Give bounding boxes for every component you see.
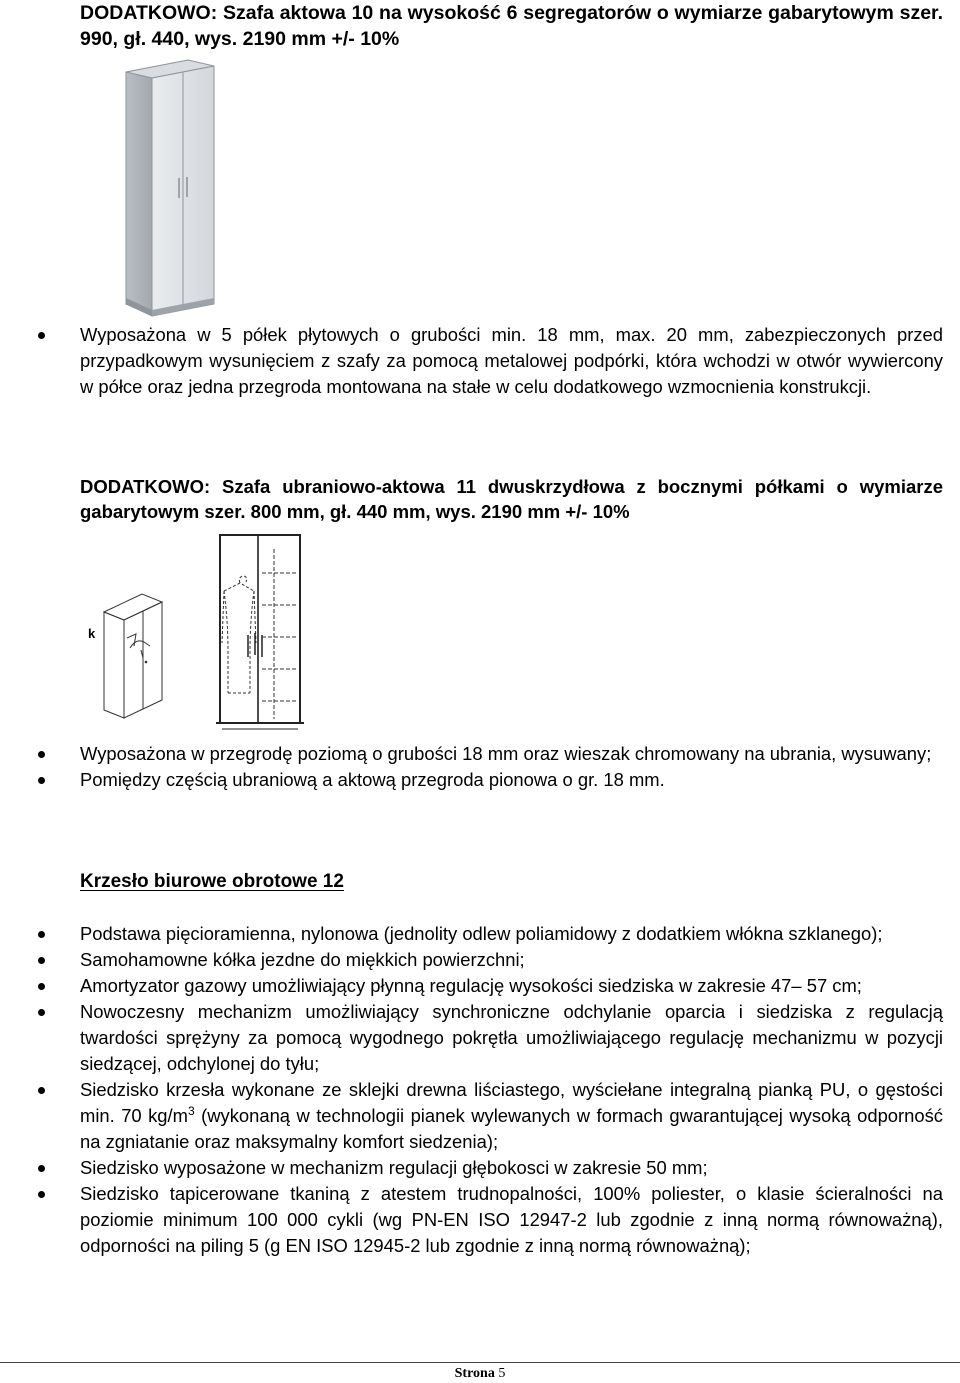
- item12-bullet-list: [0, 921, 960, 1259]
- bullet-icon: [38, 751, 45, 758]
- list-item: Siedzisko krzesła wykonane ze sklejki drewna liściastego, wyściełane integralną pianką PU, o gęstości min. 70 $kg/m^3$ (wykonaną w technologii pianek wylewanych w formach gwarantującej wysoką odporność na zgniatanie oraz maksymalny komfort siedzenia);: [0, 1077, 943, 1155]
- list-item: Samohamowne kółka jezdne do miękkich powierzchni;: [0, 947, 943, 973]
- list-item: Wyposażona w 5 półek płytowych o grubości min. 18 mm, max. 20 mm, zabezpieczonych przed przypadkowym wysunięciem z szafy za pomocą metalowej podpórki, która wchodzi w otwór wywiercony w półce oraz jedna przegroda montowana na stałe w celu dodatkowego wzmocnienia konstrukcji.: [0, 322, 943, 400]
- list-item: Pomiędzy częścią ubraniową a aktową przegroda pionowa o gr. 18 mm.: [0, 767, 943, 793]
- footer-label: Strona: [454, 1366, 495, 1381]
- bullet-icon: [38, 332, 45, 339]
- footer-divider: [0, 1362, 960, 1363]
- page-number: 5: [498, 1366, 506, 1381]
- item11-heading: DODATKOWO: Szafa ubraniowo-aktowa 11 dwuskrzydłowa z bocznymi półkami o wymiarze gabarytowym szer. 800 mm, gł. 440 mm, wys. 2190 mm +/- 10%: [80, 476, 943, 522]
- list-item: Nowoczesny mechanizm umożliwiający synchroniczne odchylanie oparcia i siedziska z regulacją twardości sprężyny za pomocą wygodnego pokrętła umożliwiającego regulację mechanizmu w pozycji siedzącej, odchylonej do tyłu;: [0, 999, 943, 1077]
- figure-label-k: k: [88, 626, 96, 641]
- bullet-icon: [38, 777, 45, 784]
- bullet-icon: [38, 1009, 45, 1016]
- page-footer: [0, 1366, 960, 1382]
- list-item: Amortyzator gazowy umożliwiający płynną regulację wysokości siedziska w zakresie 47– 57 cm;: [0, 973, 943, 999]
- item10-bullet-list: [0, 322, 960, 400]
- bullet-icon: [38, 983, 45, 990]
- list-item: Wyposażona w przegrodę poziomą o grubości 18 mm oraz wieszak chromowany na ubrania, wysuwany;: [0, 741, 943, 767]
- bullet-icon: [38, 1165, 45, 1172]
- list-item: Siedzisko wyposażone w mechanizm regulacji głębokosci w zakresie 50 mm;: [0, 1155, 943, 1181]
- list-item: Siedzisko tapicerowane tkaniną z atestem trudnopalności, 100% poliester, o klasie ścieralności na poziomie minimum 100 000 cykli (wg PN-EN ISO 12947-2 lub zgodnie z inną normą równoważną), odporności na piling 5 (g EN ISO 12945-2 lub zgodnie z inną normą równoważną);: [0, 1181, 943, 1259]
- list-item: Podstawa pięcioramienna, nylonowa (jednolity odlew poliamidowy z dodatkiem włókna szklanego);: [0, 921, 943, 947]
- item11-bullet-list: [0, 741, 960, 793]
- bullet-icon: [38, 957, 45, 964]
- cabinet-11-front-view-image: [214, 533, 306, 731]
- cabinet-11-isometric-image: [86, 590, 166, 722]
- bullet-icon: [38, 1087, 45, 1094]
- item12-title: Krzesło biurowe obrotowe 12: [80, 871, 344, 892]
- item10-heading: DODATKOWO: Szafa aktowa 10 na wysokość 6 segregatorów o wymiarze gabarytowym szer. 990, gł. 440, wys. 2190 mm +/- 10%: [80, 2, 943, 50]
- bullet-icon: [38, 931, 45, 938]
- bullet-icon: [38, 1191, 45, 1198]
- cabinet-10-image: [112, 58, 222, 320]
